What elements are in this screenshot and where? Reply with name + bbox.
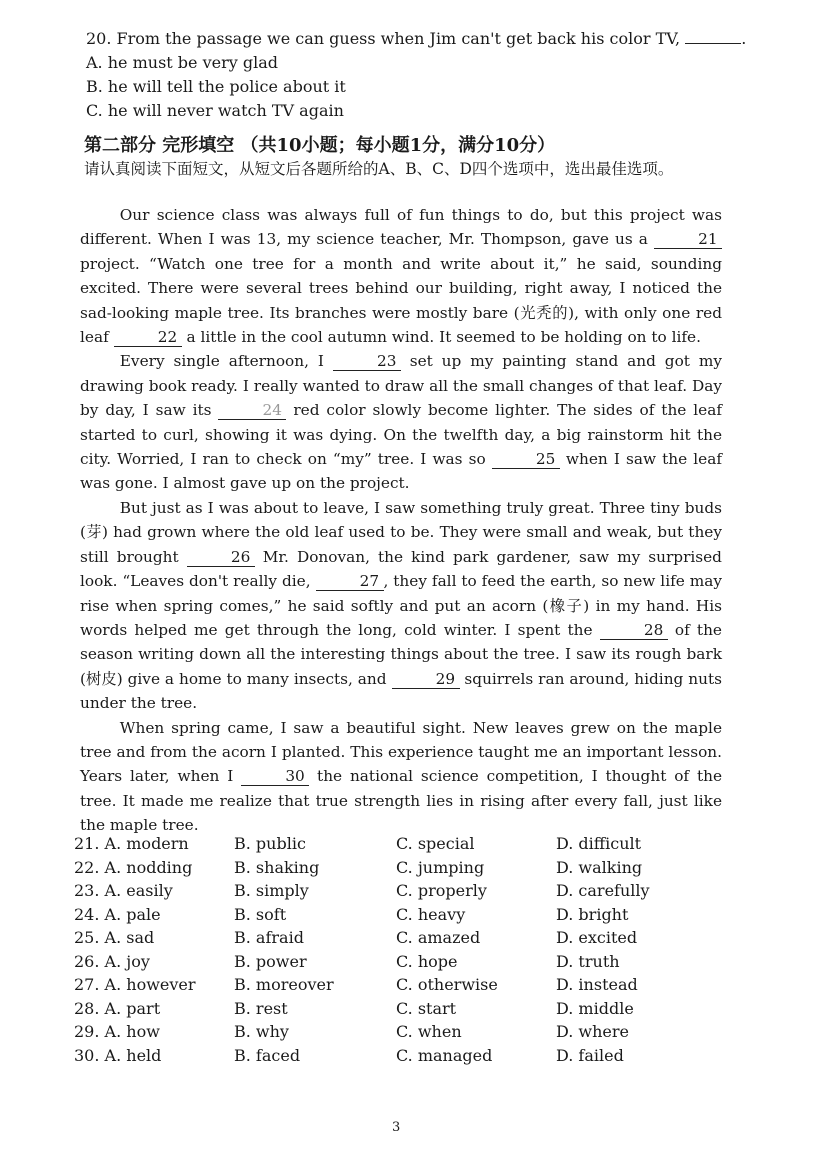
option-21-b: B. public bbox=[234, 834, 306, 853]
blank-27: 27 bbox=[316, 572, 384, 591]
option-24-d: D. bright bbox=[556, 904, 629, 924]
option-23-d: D. carefully bbox=[556, 881, 650, 900]
text-segment: project. “Watch one tree for a month and write about it,” he said, sounding excited. There were several trees behind our building, right away, I noticed the sad-looking maple tree. Its branches were mostly bare (光秃的), with only one red leaf bbox=[80, 254, 722, 347]
option-25-c: C. amazed bbox=[396, 928, 481, 947]
page-number: 3 bbox=[392, 1120, 401, 1135]
option-30-a: 30. A. held bbox=[74, 1045, 162, 1065]
option-21-c: C. special bbox=[396, 834, 475, 853]
option-21-a: 21. A. modern bbox=[74, 834, 189, 853]
option-24-b: B. soft bbox=[234, 904, 287, 924]
question-20-option-b: B. he will tell the police about it bbox=[86, 77, 346, 96]
option-23-a: 23. A. easily bbox=[74, 881, 173, 900]
option-27-d: D. instead bbox=[556, 975, 638, 994]
option-21-d: D. difficult bbox=[556, 834, 642, 853]
blank-30: 30 bbox=[241, 767, 309, 786]
paragraph-4 bbox=[80, 716, 722, 838]
option-26-a: 26. A. joy bbox=[74, 951, 150, 971]
blank-21: 21 bbox=[654, 230, 722, 249]
blank-23: 23 bbox=[333, 352, 401, 371]
option-25-a: 25. A. sad bbox=[74, 928, 155, 947]
question-20-option-a: A. he must be very glad bbox=[86, 53, 279, 72]
option-27-b: B. moreover bbox=[234, 975, 334, 994]
text-segment: the national science competition, I thought of the tree. It made me realize that true strength lies in rising after every fall, just like the maple tree. bbox=[80, 767, 722, 835]
question-20 bbox=[86, 27, 746, 123]
question-20-end: . bbox=[741, 29, 747, 48]
text-segment: Mr. Donovan, the kind park gardener, saw my surprised look. “Leaves don't really die, bbox=[80, 547, 722, 591]
option-28-b: B. rest bbox=[234, 998, 288, 1018]
question-20-stem-line bbox=[86, 27, 746, 51]
option-25-d: D. excited bbox=[556, 928, 638, 947]
paragraph-2 bbox=[80, 349, 722, 495]
option-29-b: B. why bbox=[234, 1022, 289, 1041]
text-segment: Our science class was always full of fun things to do, but this project was different. When I was 13, my science teacher, Mr. Thompson, gave us a bbox=[80, 206, 722, 249]
text-segment: when I saw the leaf was gone. I almost gave up on the project. bbox=[80, 450, 723, 493]
text-segment: When spring came, I saw a beautiful sight. New leaves grew on the maple tree and from the acorn I planted. This experience taught me an important lesson. Years later, when I bbox=[80, 718, 722, 786]
option-26-d: D. truth bbox=[556, 951, 620, 971]
blank-28: 28 bbox=[600, 621, 668, 640]
option-27-c: C. otherwise bbox=[396, 975, 498, 994]
section-instruction: 请认真阅读下面短文，从短文后各题所给的A、B、C、D四个选项中，选出最佳选项。 bbox=[84, 160, 674, 178]
option-24-c: C. heavy bbox=[396, 904, 466, 924]
blank-29: 29 bbox=[392, 670, 460, 689]
text-segment: Every single afternoon, I bbox=[119, 352, 324, 371]
option-29-d: D. where bbox=[556, 1022, 630, 1041]
blank-26: 26 bbox=[187, 548, 255, 567]
option-29-a: 29. A. how bbox=[74, 1022, 160, 1041]
option-27-a: 27. A. however bbox=[74, 975, 196, 994]
blank-24: 24 bbox=[218, 401, 286, 420]
option-22-b: B. shaking bbox=[234, 857, 320, 877]
paragraph-3 bbox=[80, 496, 722, 716]
text-segment: squirrels ran around, hiding nuts under the tree. bbox=[80, 669, 722, 713]
text-segment: , they fall to feed the earth, so new life may rise when spring comes,” he said softly and put an acorn (橡子) in my hand. His words helped me get through the long, cold winter. I spent the bbox=[80, 572, 722, 639]
text-segment: set up my painting stand and got my drawing book ready. I really wanted to draw all the small changes of that leaf. Day by day, I saw its bbox=[80, 352, 722, 420]
option-30-d: D. failed bbox=[556, 1045, 624, 1065]
option-22-c: C. jumping bbox=[396, 857, 485, 877]
blank-22: 22 bbox=[114, 328, 182, 347]
option-23-c: C. properly bbox=[396, 881, 487, 900]
text-segment: But just as I was about to leave, I saw something truly great. Three tiny buds (芽) had grown where the old leaf used to be. They were small and weak, but they still brought bbox=[80, 498, 722, 566]
option-24-a: 24. A. pale bbox=[74, 904, 161, 924]
option-28-a: 28. A. part bbox=[74, 998, 161, 1018]
option-23-b: B. simply bbox=[234, 881, 309, 900]
option-30-b: B. faced bbox=[234, 1045, 301, 1065]
option-25-b: B. afraid bbox=[234, 928, 304, 947]
option-30-c: C. managed bbox=[396, 1045, 493, 1065]
option-26-b: B. power bbox=[234, 951, 307, 971]
section-title: 第二部分 完形填空 （共10小题；每小题1分，满分10分） bbox=[84, 135, 556, 156]
text-segment: red color slowly become lighter. The sides of the leaf started to curl, showing it was dying. On the twelfth day, a big rainstorm hit the city. Worried, I ran to check on “my” tree. I was so bbox=[80, 401, 722, 469]
cloze-passage bbox=[80, 203, 722, 838]
option-28-d: D. middle bbox=[556, 998, 634, 1018]
paragraph-1 bbox=[80, 203, 722, 349]
question-20-option-c: C. he will never watch TV again bbox=[86, 101, 344, 120]
option-26-c: C. hope bbox=[396, 951, 458, 971]
option-22-a: 22. A. nodding bbox=[74, 857, 193, 877]
option-29-c: C. when bbox=[396, 1022, 462, 1041]
option-28-c: C. start bbox=[396, 998, 457, 1018]
option-22-d: D. walking bbox=[556, 857, 643, 877]
answer-blank bbox=[685, 27, 741, 44]
text-segment: of the season writing down all the interesting things about the tree. I saw its rough bark (树皮) give a home to many insects, and bbox=[80, 620, 722, 688]
blank-25: 25 bbox=[492, 450, 560, 469]
text-segment: a little in the cool autumn wind. It seemed to be holding on to life. bbox=[186, 328, 701, 347]
question-20-stem: 20. From the passage we can guess when Jim can't get back his color TV, bbox=[86, 29, 681, 48]
